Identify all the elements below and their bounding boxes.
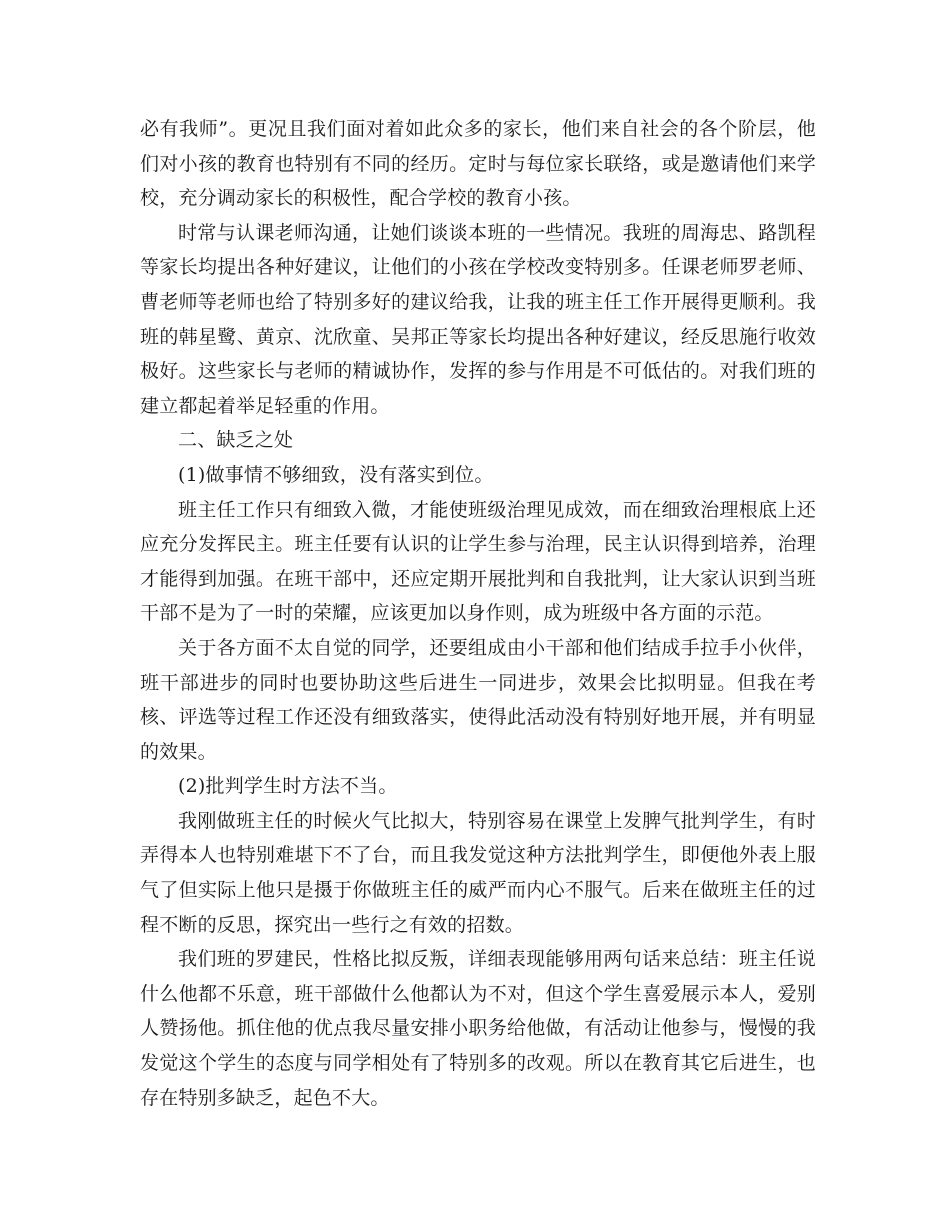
document-body [140,112,816,1115]
paragraph-temper-reflection: 我刚做班主任的时候火气比拟大，特别容易在课堂上发脾气批判学生，有时弄得本人也特别难堪下不了台，而且我发觉这种方法批判学生，即便他外表上服气了但实际上他只是摄于你做班主任的威严而内心不服气。后来在做班主任的过程不断的反思，探究出一些行之有效的招数。 [140,809,816,936]
paragraph-teacher-communication: 时常与认课老师沟通，让她们谈谈本班的一些情况。我班的周海忠、路凯程等家长均提出各种好建议，让他们的小孩在学校改变特别多。任课老师罗老师、曹老师等老师也给了特别多好的建议给我，让我的班主任工作开展得更顺利。我班的韩星鹭、黄京、沈欣童、吴邦正等家长均提出各种好建议，经反思施行收效极好。这些家长与老师的精诚协作，发挥的参与作用是不可低估的。对我们班的建立都起着举足轻重的作用。 [140,221,816,417]
subheading-not-detailed: (1)做事情不够细致，没有落实到位。 [178,463,494,486]
paragraph-helping-students: 关于各方面不太自觉的同学，还要组成由小干部和他们结成手拉手小伙伴，班干部进步的同时也要协助这些后进生一同进步，效果会比拟明显。但我在考核、评选等过程工作还没有细致落实，使得此活动没有特别好地开展，并有明显的效果。 [140,636,816,763]
paragraph-detailed-management: 班主任工作只有细致入微，才能使班级治理见成效，而在细致治理根底上还应充分发挥民主。班主任要有认识的让学生参与治理，民主认识得到培养，治理才能得到加强。在班干部中，还应定期开展批判和自我批判，让大家认识到当班干部不是为了一时的荣耀，应该更加以身作则，成为班级中各方面的示范。 [140,498,816,625]
subheading-criticism-method: (2)批判学生时方法不当。 [178,775,398,798]
section-heading-shortcomings: 二、缺乏之处 [178,429,294,452]
paragraph-student-case: 我们班的罗建民，性格比拟反叛，详细表现能够用两句话来总结：班主任说什么他都不乐意，班干部做什么他都认为不对，但这个学生喜爱展示本人，爱别人赞扬他。抓住他的优点我尽量安排小职务给他做，有活动让他参与，慢慢的我发觉这个学生的态度与同学相处有了特别多的改观。所以在教育其它后进生，也存在特别多缺乏，起色不大。 [140,948,816,1109]
paragraph-continuation: 必有我师”。更况且我们面对着如此众多的家长，他们来自社会的各个阶层，他们对小孩的教育也特别有不同的经历。定时与每位家长联络，或是邀请他们来学校，充分调动家长的积极性，配合学校的教育小孩。 [140,118,816,210]
